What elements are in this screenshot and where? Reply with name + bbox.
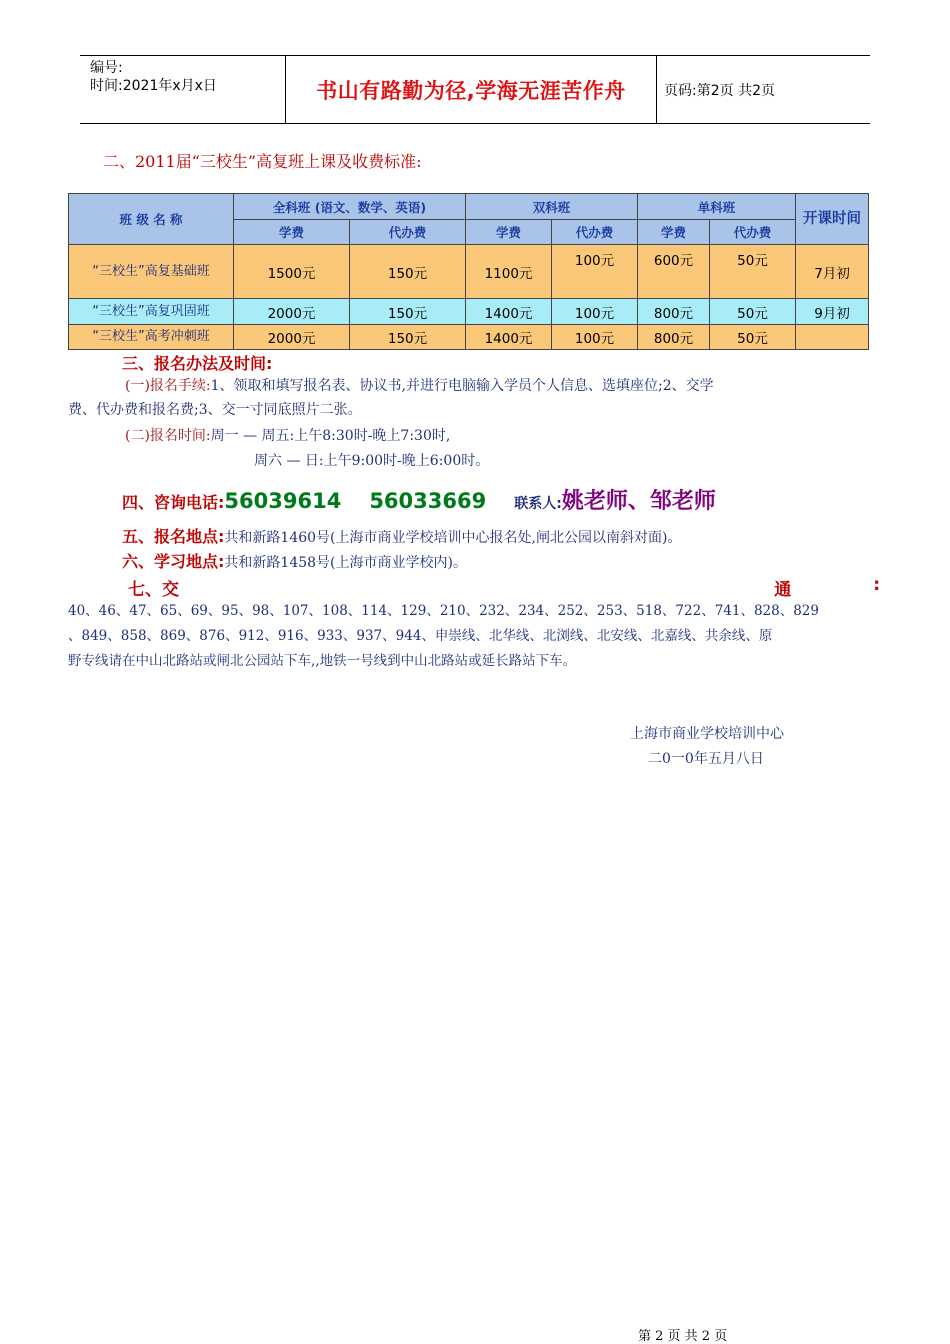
full-agency: 150元 xyxy=(350,325,466,350)
sub-double-agency: 代办费 xyxy=(552,220,638,245)
study-location-line xyxy=(122,549,467,575)
section2-heading: 二、2011届“三校生”高复班上课及收费标准: xyxy=(103,152,422,171)
single-agency: 50元 xyxy=(710,299,796,325)
double-agency: 100元 xyxy=(552,245,638,299)
col-group-double: 双科班 xyxy=(466,194,638,220)
start-time: 7月初 xyxy=(796,245,869,299)
sub-single-tuition: 学费 xyxy=(638,220,710,245)
table-row xyxy=(69,325,869,350)
contact-label: 联系人: xyxy=(514,496,562,512)
table-row xyxy=(69,299,869,325)
signup-location: 共和新路1460号(上海市商业学校培训中心报名处,闸北公园以南斜对面)。 xyxy=(224,530,682,546)
page-footer: 第 2 页 共 2 页 xyxy=(638,1329,728,1344)
single-tuition: 800元 xyxy=(638,299,710,325)
col-start-time: 开课时间 xyxy=(796,194,869,245)
start-time xyxy=(796,325,869,350)
procedure-text-1: 1、领取和填写报名表、协议书,并进行电脑输入学员个人信息、选填座位;2、交学 xyxy=(210,378,714,394)
section7-heading xyxy=(128,575,880,600)
phone-2: 56033669 xyxy=(369,489,487,513)
full-agency: 150元 xyxy=(350,299,466,325)
section7-heading-char: 交 xyxy=(162,580,179,600)
header-page-code: 页码:第2页 共2页 xyxy=(664,82,775,99)
sub-full-agency: 代办费 xyxy=(350,220,466,245)
signup-location-line xyxy=(122,524,681,550)
transport-line-3: 野专线请在中山北路站或闸北公园站下车,,地铁一号线到中山北路站或延长路站下车。 xyxy=(68,653,577,669)
class-name: “三校生”高考冲刺班 xyxy=(69,325,234,350)
single-tuition: 600元 xyxy=(638,245,710,299)
signature-date: 二0一0年五月八日 xyxy=(648,751,764,767)
sub-full-tuition: 学费 xyxy=(234,220,350,245)
page-header xyxy=(80,55,870,124)
class-name: “三校生”高复巩固班 xyxy=(69,299,234,325)
section4-heading: 四、咨询电话: xyxy=(122,493,225,512)
double-tuition: 1100元 xyxy=(466,245,552,299)
study-location: 共和新路1458号(上海市商业学校内)。 xyxy=(224,555,467,571)
procedure-label: (一)报名手续: xyxy=(125,378,211,394)
single-agency: 50元 xyxy=(710,325,796,350)
single-tuition: 800元 xyxy=(638,325,710,350)
section5-heading: 五、报名地点: xyxy=(122,527,225,546)
class-name: “三校生”高复基础班 xyxy=(69,245,234,299)
sub-single-agency: 代办费 xyxy=(710,220,796,245)
time-line-1 xyxy=(125,424,450,448)
col-class-name: 班 级 名 称 xyxy=(69,194,234,245)
full-tuition: 2000元 xyxy=(234,325,350,350)
section7-heading-char: 七 xyxy=(128,580,145,600)
table-row xyxy=(69,245,869,299)
header-left xyxy=(90,59,290,95)
fee-table xyxy=(68,193,869,350)
section7-heading-char: : xyxy=(873,575,880,595)
double-agency: 100元 xyxy=(552,299,638,325)
double-tuition: 1400元 xyxy=(466,299,552,325)
sub-double-tuition: 学费 xyxy=(466,220,552,245)
time-label: (二)报名时间: xyxy=(125,428,211,444)
section6-heading: 六、学习地点: xyxy=(122,552,225,571)
time-text-2: 周六 — 日:上午9:00时-晚上6:00时。 xyxy=(254,453,490,469)
transport-line-1: 40、46、47、65、69、95、98、107、108、114、129、210、232、234、252、253、518、722、741、828、829 xyxy=(68,603,819,619)
header-motto: 书山有路勤为径,学海无涯苦作舟 xyxy=(285,56,657,123)
time-text-1: 周一 — 周五:上午8:30时-晚上7:30时, xyxy=(210,428,451,444)
col-group-full: 全科班 (语文、数学、英语) xyxy=(234,194,466,220)
double-agency: 100元 xyxy=(552,325,638,350)
full-agency: 150元 xyxy=(350,245,466,299)
start-time: 9月初 xyxy=(796,299,869,325)
col-group-single: 单科班 xyxy=(638,194,796,220)
section7-heading-char: 、 xyxy=(145,580,162,600)
procedure-line-1 xyxy=(125,374,714,398)
contact-names: 姚老师、邹老师 xyxy=(561,489,716,514)
full-tuition: 1500元 xyxy=(234,245,350,299)
transport-line-2: 、849、858、869、876、912、916、933、937、944、申崇线、北华线、北浏线、北安线、北嘉线、共余线、原 xyxy=(68,628,773,644)
single-agency: 50元 xyxy=(710,245,796,299)
full-tuition: 2000元 xyxy=(234,299,350,325)
phone-1: 56039614 xyxy=(224,489,342,513)
double-tuition: 1400元 xyxy=(466,325,552,350)
header-time-label: 时间:2021年x月x日 xyxy=(90,78,217,94)
consult-line xyxy=(122,484,716,515)
header-number-label: 编号: xyxy=(90,60,123,76)
procedure-text-2: 费、代办费和报名费;3、交一寸同底照片二张。 xyxy=(68,402,362,418)
transport-text xyxy=(68,599,819,674)
section7-heading-char: 通 xyxy=(774,580,792,600)
section3-heading: 三、报名办法及时间: xyxy=(122,354,273,373)
signature-org: 上海市商业学校培训中心 xyxy=(630,726,784,742)
